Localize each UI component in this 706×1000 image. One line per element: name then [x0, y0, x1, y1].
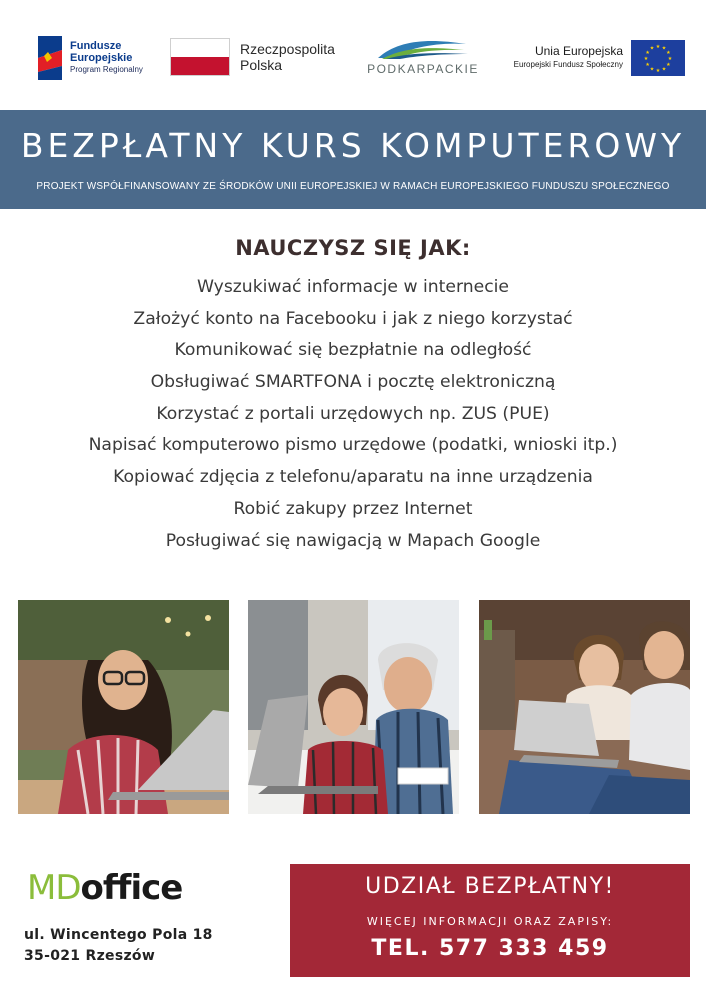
cta-box [290, 864, 690, 977]
photo-couple-laptop [479, 600, 690, 814]
svg-text:★: ★ [645, 50, 650, 56]
skills-list [0, 272, 706, 557]
fundusze-flag-icon [38, 36, 62, 80]
list-item: Wyszukiwać informacje w internecie [196, 277, 510, 297]
fundusze-europejskie-logo [38, 36, 158, 80]
svg-text:★: ★ [655, 44, 661, 50]
address-city: 35-021 Rzeszów [24, 948, 156, 964]
rzeczpospolita-logo [170, 38, 340, 78]
rzeczpospolita-line2: Polska [240, 57, 283, 73]
list-item: Kopiować zdjęcia z telefonu/aparatu na inne urządzenia [113, 467, 593, 488]
podkarpackie-logo [362, 36, 484, 78]
rzeczpospolita-line1: Rzeczpospolita [240, 41, 335, 57]
fundusze-line1: Fundusze [70, 40, 122, 52]
list-item: Robić zakupy przez Internet [233, 498, 473, 519]
eu-flag-icon [631, 40, 685, 76]
photo-girl-grandfather-laptop [248, 600, 459, 814]
partner-logos [0, 0, 706, 110]
svg-text:★: ★ [666, 50, 671, 56]
svg-text:★: ★ [661, 45, 667, 52]
polish-flag-icon [170, 38, 230, 76]
title-banner [0, 110, 706, 209]
cta-headline: UDZIAŁ BEZPŁATNY! [365, 874, 615, 899]
podkarpackie-text: PODKARPACKIE [367, 62, 479, 76]
unia-line1: Unia Europejska [534, 44, 623, 58]
learn-heading: NAUCZYSZ SIĘ JAK: [235, 236, 471, 260]
photo-woman-laptop [18, 600, 229, 814]
fundusze-line3: Program Regionalny [70, 65, 143, 74]
list-item: Napisać komputerowo pismo urzędowe (podatki, wnioski itp.) [88, 435, 618, 456]
mdoffice-logo-md: MD [27, 868, 81, 908]
svg-text:★: ★ [643, 56, 649, 62]
svg-text:★: ★ [655, 68, 661, 74]
address [24, 925, 213, 967]
svg-text:★: ★ [661, 66, 667, 73]
list-item: Założyć konto na Facebooku i jak z niego korzystać [133, 308, 573, 329]
main-title: BEZPŁATNY KURS KOMPUTEROWY [20, 126, 686, 165]
svg-text:★: ★ [667, 56, 673, 62]
mdoffice-logo [27, 868, 182, 908]
list-item: Komunikować się bezpłatnie na odległość [174, 340, 532, 361]
svg-text:★: ★ [666, 62, 671, 68]
svg-text:★: ★ [645, 62, 650, 68]
banner-subtitle: PROJEKT WSPÓŁFINANSOWANY ZE ŚRODKÓW UNII EUROPEJSKIEJ W RAMACH EUROPEJSKIEGO FUNDUSZU SPOŁECZNEGO [36, 181, 670, 192]
address-street: ul. Wincentego Pola 18 [24, 927, 213, 943]
svg-text:★: ★ [649, 45, 655, 52]
list-item: Obsługiwać SMARTFONA i pocztę elektroniczną [150, 372, 556, 393]
unia-europejska-logo [505, 40, 685, 78]
mdoffice-logo-office: office [80, 868, 183, 908]
cta-info: WIĘCEJ INFORMACJI ORAZ ZAPISY: [366, 915, 614, 928]
cta-phone: TEL. 577 333 459 [371, 936, 609, 961]
svg-text:★: ★ [649, 66, 655, 73]
unia-line2: Europejski Fundusz Społeczny [513, 60, 623, 69]
podkarpackie-mountains-icon [376, 36, 470, 60]
list-item: Posługiwać się nawigacją w Mapach Google [165, 530, 541, 551]
fundusze-line2: Europejskie [70, 52, 133, 64]
list-item: Korzystać z portali urzędowych np. ZUS (PUE) [156, 403, 550, 424]
